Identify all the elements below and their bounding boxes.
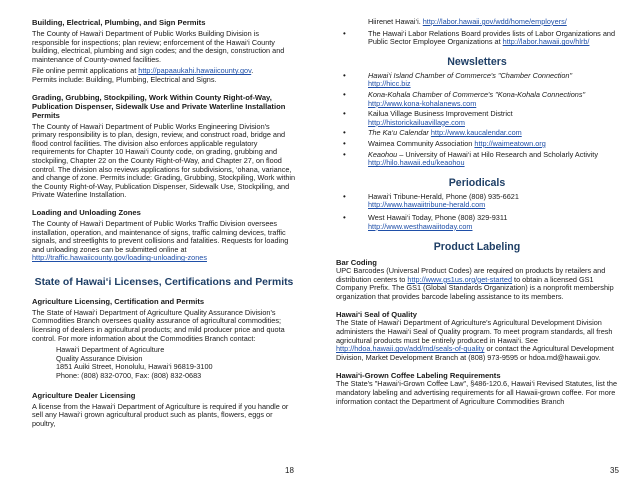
loading-zones-body: The County of Hawai‘i Department of Public Works Traffic Division oversees installation, operation, and maintenance of signs, traffic calming devices, traffic signals, and streetlights to prevent collisions and fatalities. Requests for loading and unloading zones can be submitted online at (32, 218, 289, 254)
waimea-town-link[interactable]: http://waimeatown.org (474, 138, 546, 148)
periodical-text: Hawai‘i Tribune-Herald, Phone (808) 935-6621 (368, 191, 519, 201)
agriculture-licensing-body: The State of Hawai‘i Department of Agriculture Quality Assurance Division's Commodities Branch oversees quality assurance of agricultural commodities; licensing of dealers in agricultural products; and mild producer price and quota control. For more information about the Commodities Branch contact: (32, 307, 285, 343)
coffee-labeling-title: Hawai‘i-Grown Coffee Labeling Requirements (336, 371, 501, 381)
address-line-1: Hawai‘i Department of Agriculture (56, 345, 165, 355)
newsletter-item (336, 91, 618, 108)
online-permits-text: File online permit applications at (32, 66, 139, 76)
left-page-number: 18 (285, 466, 294, 475)
newsletter-item (336, 110, 618, 127)
left-content (32, 18, 296, 428)
labor-bullet-list (336, 30, 618, 47)
seal-quality-text-end: or contact the Agricultural Development Division, Market Development Branch at (808) 973-9595 or hdoa.md@hawaii.gov. (336, 344, 614, 362)
dealer-licensing-title: Agriculture Dealer Licensing (32, 390, 136, 400)
building-permits-body: The County of Hawai‘i Department of Public Works Building Division is responsible for inspections; plan review; enforcement of the Hawai‘i County building, electrical, plumbing and sign codes; and the design, construction and maintenance of County-owned facilities. (32, 29, 285, 64)
dealer-licensing-body: A license from the Hawai‘i Department of Agriculture is required if you handle or sell any Hawai‘i grown agricultural product such as plants, flowers, eggs or poultry, (32, 401, 289, 428)
agriculture-address-block (32, 346, 296, 380)
building-permits-include: Permits include: Building, Plumbing, Electrical and Signs. (32, 74, 217, 84)
online-permits-period: . (251, 66, 254, 76)
bar-coding-body (336, 267, 618, 301)
address-line-4: Phone: (808) 832-0700, Fax: (808) 832-0683 (56, 371, 202, 381)
newsletter-text: Kailua Village Business Improvement District (368, 109, 513, 119)
seals-of-quality-link[interactable]: http://hdoa.hawaii.gov/add/md/seals-of-quality (336, 344, 485, 354)
bar-coding-title: Bar Coding (336, 258, 377, 268)
loading-zones-title: Loading and Unloading Zones (32, 207, 141, 217)
right-page (336, 0, 618, 493)
building-permits-title: Building, Electrical, Plumbing, and Sign Permits (32, 18, 206, 27)
loading-zones-link-line (32, 254, 296, 263)
hicc-link[interactable]: http://hicc.biz (368, 79, 411, 89)
coffee-labeling-body: The State's "Hawai‘i-Grown Coffee Law", §486-120.6, Hawai‘i Revised Statutes, list the mandatory labeling and advertising requirements for all Hawaii-grown coffee. For more information contact the Department of Agriculture Commodities Branch (336, 379, 618, 406)
west-hawaii-today-link[interactable]: http://www.westhawaiitoday.com (368, 221, 473, 231)
newsletter-item (336, 151, 618, 168)
newsletter-item (336, 129, 618, 138)
periodical-item (336, 214, 618, 231)
newsletter-item (336, 140, 618, 149)
newsletters-list (336, 72, 618, 168)
address-line-3: 1851 Auiki Street, Honolulu, Hawai‘i 96819-3100 (56, 362, 213, 372)
state-licenses-heading: State of Hawai‘i Licenses, Certifications and Permits (34, 276, 294, 288)
grading-permits-body: The County of Hawai‘i Department of Public Works Engineering Division's primary responsibility is to plan, design, review, and construct road, bridge and flood control facilities. The division also enforces applicable regulatory requirements for Chapter 10 Hawai‘i County code, on grading, grubbing and stockpiling, Chapter 22 on the County Right-of-Way, and Chapter 27, on flood control. The division also reviews applications for subdivisions, ‘ohana, variance, and change of zone. Permits include: Grading, Grubbing, Stockpiling, Work within the County Right-of-Way, Publication Dispenser, Sidewalk Use, Stockpiling, and Private Waterline Installation. (32, 121, 296, 200)
papaaukahi-link[interactable]: http://papaaukahi.hawaiicounty.gov (138, 66, 252, 76)
labor-employers-link[interactable]: http://labor.hawaii.gov/wdd/home/employers/ (422, 17, 567, 26)
kau-calendar-link[interactable]: http://www.kaucalendar.com (430, 128, 522, 138)
labor-relations-text: The Hawai‘i Labor Relations Board provides lists of Labor Organizations and Public Sector Employee Organizations at (368, 28, 616, 47)
newsletter-text: The Ka‘u Calendar (368, 128, 431, 138)
bar-coding-text-end: to obtain a licensed GS1 Company Prefix. The GS1 (Global Standards Organization) is a nonprofit membership organization that provides barcode labeling assistance to its members. (336, 274, 614, 301)
newsletter-item (336, 72, 618, 89)
kailua-village-link[interactable]: http://historickailuavillage.com (368, 117, 465, 127)
hirenet-continuation (336, 18, 618, 27)
newsletters-heading: Newsletters (447, 55, 507, 68)
seal-quality-body (336, 319, 618, 362)
newsletter-title: Keaohou (368, 149, 398, 159)
agriculture-licensing-title: Agriculture Licensing, Certification and Permits (32, 296, 205, 306)
newsletter-text: – University of Hawai‘i at Hilo Research and Scholarly Activity (397, 149, 598, 159)
kona-kohala-link[interactable]: http://www.kona-kohalanews.com (368, 98, 477, 108)
periodical-text: West Hawai‘i Today, Phone (808) 329-9311 (368, 212, 508, 222)
bar-coding-text: UPC Barcodes (Universal Product Codes) are required on products by retailers and distribution centers to (336, 266, 606, 284)
traffic-loading-link[interactable]: http://traffic.hawaiicounty.gov/loading-unloading-zones (32, 253, 207, 263)
periodicals-list (336, 193, 618, 231)
seal-quality-title: Hawai‘i Seal of Quality (336, 310, 418, 320)
right-page-number: 35 (610, 466, 619, 475)
periodical-item (336, 193, 618, 210)
seal-quality-text: The State of Hawai‘i Department of Agriculture's Agricultural Development Division administers the Hawai‘i Seal of Quality program. To meet program standards, all fresh agricultural products must be entirely produced in Hawai‘i. See (336, 318, 613, 345)
keaohou-link[interactable]: http://hilo.hawaii.edu/keaohou (368, 158, 465, 168)
grading-permits-title: Grading, Grubbing, Stockpiling, Work Within County Right-of-Way, Publication Dispenser, Sidewalk Use and Private Waterline Installation Permits (32, 92, 286, 120)
periodicals-heading: Periodicals (448, 176, 506, 189)
product-labeling-heading: Product Labeling (433, 241, 521, 254)
address-line-2: Quality Assurance Division (56, 353, 143, 363)
hlrb-link[interactable]: http://labor.hawaii.gov/hlrb/ (502, 37, 590, 47)
right-content (336, 18, 618, 406)
left-page (32, 0, 296, 493)
newsletter-text: Kona-Kohala Chamber of Commerce's "Kona-Kohala Connections" (368, 89, 586, 99)
hirenet-text: Hiirenet Hawai‘i. (368, 17, 423, 26)
newsletter-text: Hawai‘i Island Chamber of Commerce's "Chamber Connection" (368, 70, 573, 80)
labor-relations-item (336, 30, 618, 47)
gs1-link[interactable]: http://www.gs1us.org/get-started (407, 274, 513, 284)
tribune-herald-link[interactable]: http://www.hawaiitribune-herald.com (368, 200, 486, 210)
newsletter-text: Waimea Community Association (368, 138, 475, 148)
